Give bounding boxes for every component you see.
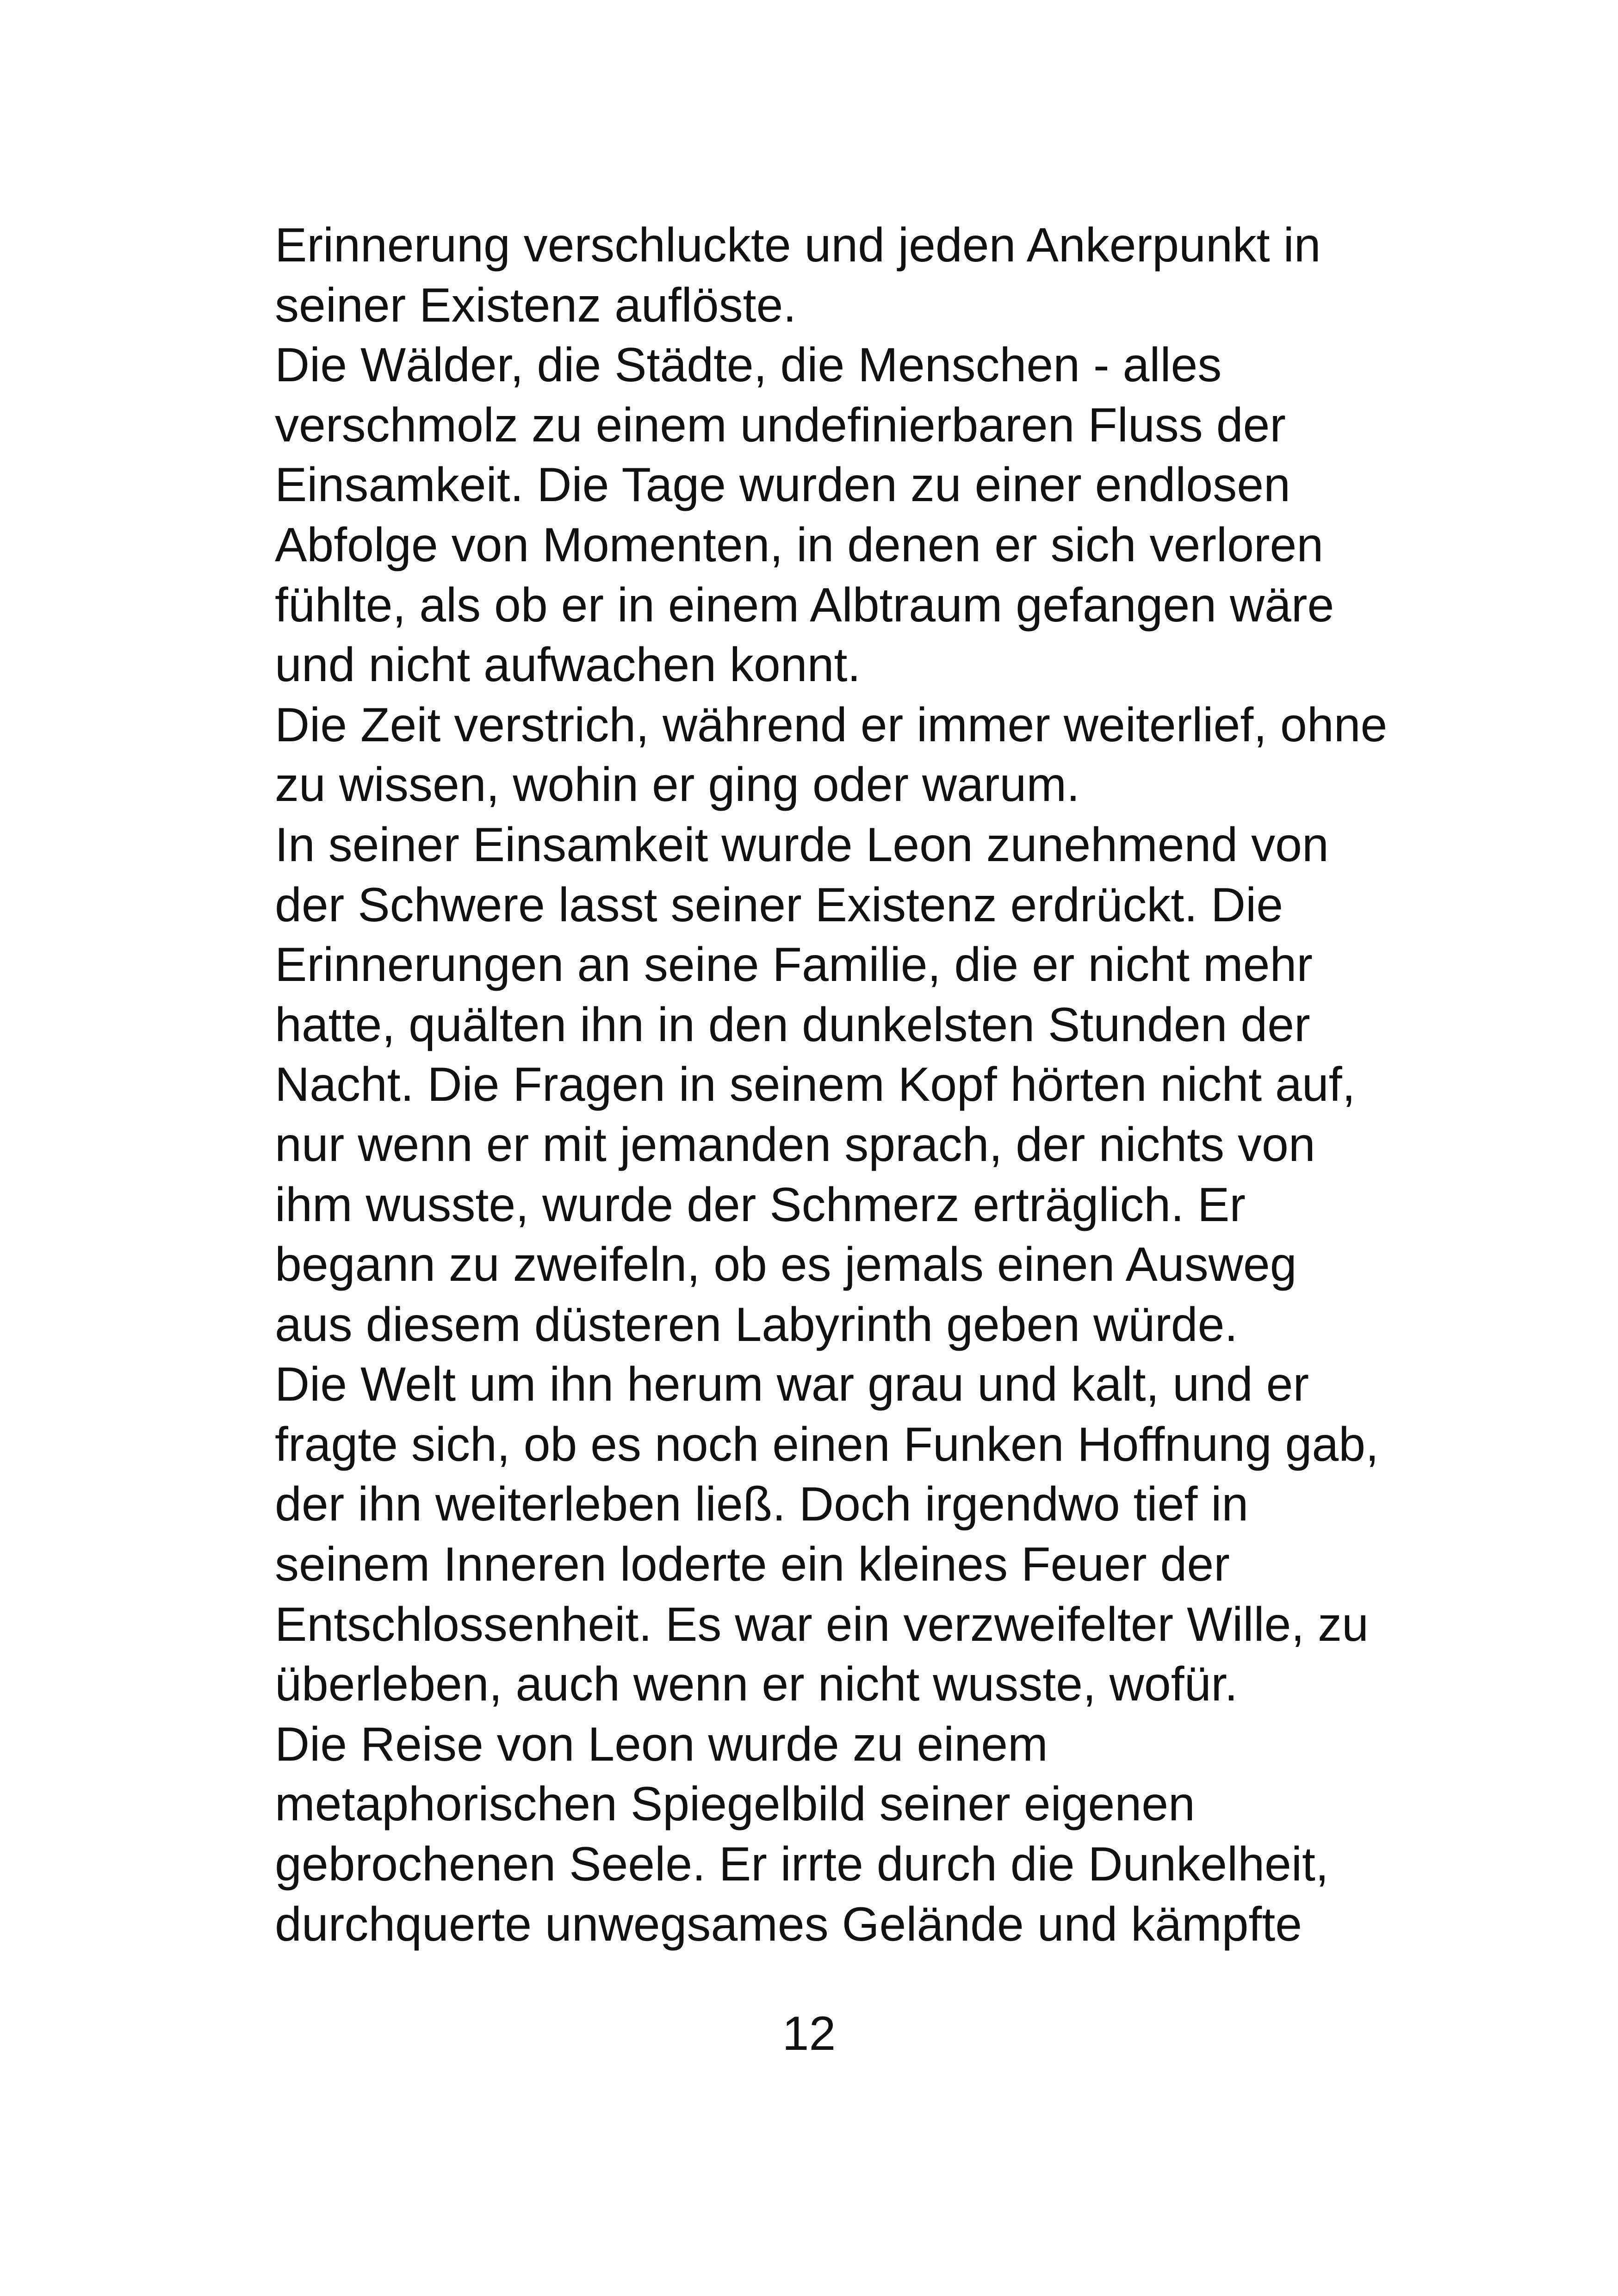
text-line: seinem Inneren loderte ein kleines Feuer der [275,1538,1230,1592]
text-line: Einsamkeit. Die Tage wurden zu einer endlosen [275,458,1290,512]
text-line: hatte, quälten ihn in den dunkelsten Stunden der [275,998,1310,1052]
text-line: aus diesem düsteren Labyrinth geben würde. [275,1297,1238,1352]
text-line: Nacht. Die Fragen in seinem Kopf hörten nicht auf, [275,1058,1356,1112]
text-line: metaphorischen Spiegelbild seiner eigenen [275,1777,1195,1831]
text-line: Abfolge von Momenten, in denen er sich verloren [275,518,1324,572]
text-line: seiner Existenz auflöste. [275,278,797,332]
text-line: Die Wälder, die Städte, die Menschen - alles [275,338,1222,392]
text-line: nur wenn er mit jemanden sprach, der nichts von [275,1117,1315,1172]
page-number: 12 [782,2007,836,2060]
text-line: durchquerte unwegsames Gelände und kämpfte [275,1897,1302,1951]
text-line: Erinnerung verschluckte und jeden Ankerpunkt in [275,218,1321,272]
text-line: In seiner Einsamkeit wurde Leon zunehmend von [275,818,1329,872]
body-text [275,216,1432,1955]
text-line: verschmolz zu einem undefinierbaren Fluss der [275,398,1286,452]
text-line: Die Zeit verstrich, während er immer weiterlief, ohne [275,698,1388,752]
text-line: überleben, auch wenn er nicht wusste, wofür. [275,1657,1238,1712]
text-line: Die Reise von Leon wurde zu einem [275,1717,1048,1771]
text-line: Die Welt um ihn herum war grau und kalt, und er [275,1358,1309,1412]
text-line: Entschlossenheit. Es war ein verzweifelter Wille, zu [275,1597,1369,1651]
text-line: fragte sich, ob es noch einen Funken Hoffnung gab, [275,1417,1379,1471]
text-line: fühlte, als ob er in einem Albtraum gefangen wäre [275,578,1334,632]
text-line: der Schwere lasst seiner Existenz erdrückt. Die [275,878,1283,932]
text-line: begann zu zweifeln, ob es jemals einen Ausweg [275,1238,1297,1292]
text-line: der ihn weiterleben ließ. Doch irgendwo tief in [275,1477,1249,1532]
text-line: Erinnerungen an seine Familie, die er nicht mehr [275,938,1313,992]
text-line: zu wissen, wohin er ging oder warum. [275,758,1080,812]
text-line: gebrochenen Seele. Er irrte durch die Dunkelheit, [275,1837,1329,1892]
text-line: ihm wusste, wurde der Schmerz erträglich. Er [275,1178,1246,1232]
text-line: und nicht aufwachen konnt. [275,638,861,692]
